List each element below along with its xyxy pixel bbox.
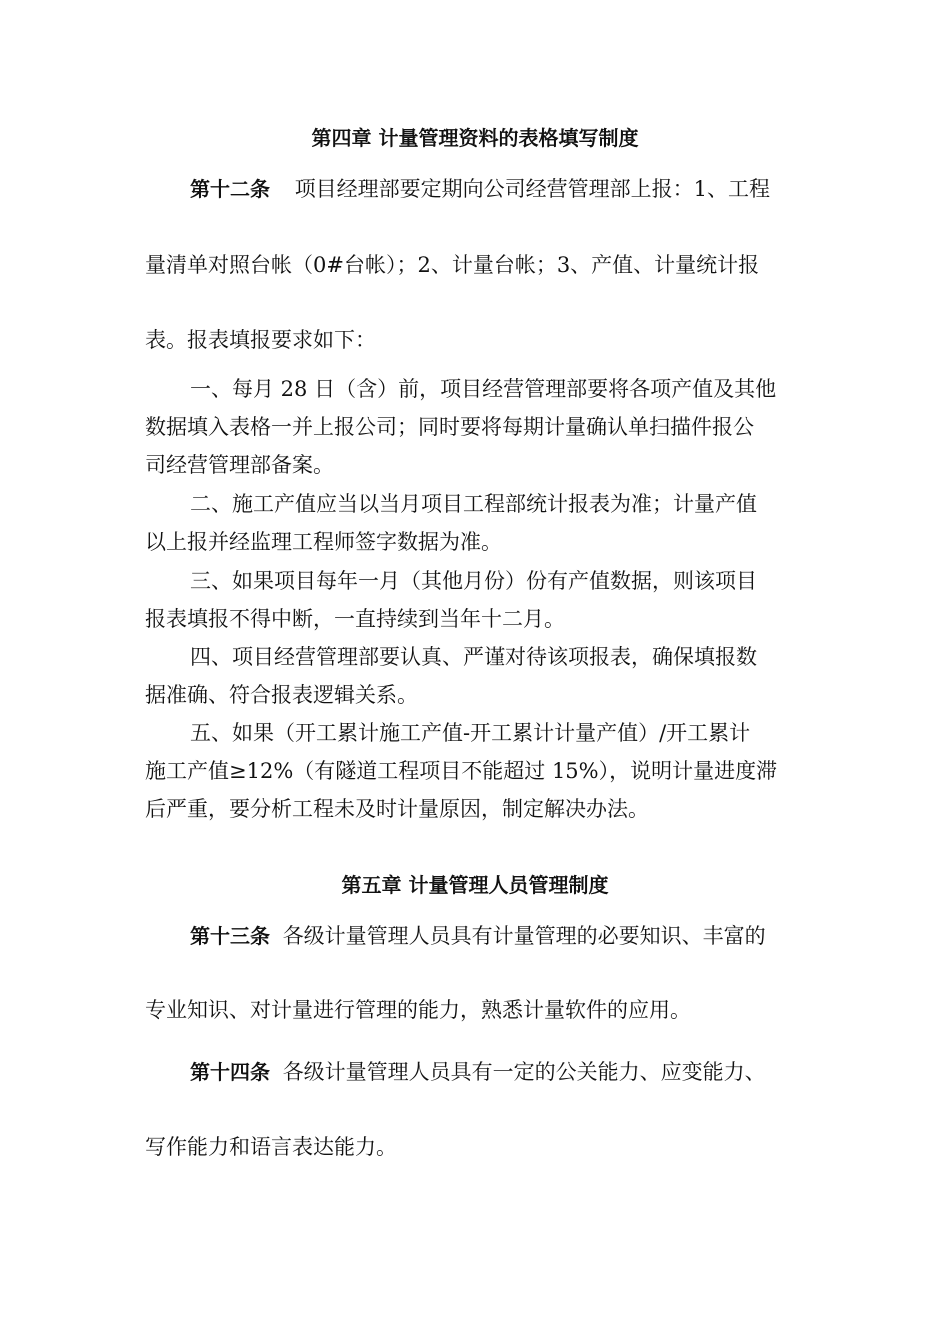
article-12-label: 第十二条: [190, 177, 270, 201]
item-3-line-1: 三、如果项目每年一月（其他月份）份有产值数据，则该项目: [190, 569, 757, 593]
item-5-line-1: 五、如果（开工累计施工产值-开工累计计量产值）/开工累计: [190, 721, 751, 745]
article-12-line-3: 表。报表填报要求如下：: [145, 328, 376, 352]
article-12-text-1: 项目经理部要定期向公司经营管理部上报：1、工程: [294, 177, 771, 201]
article-13-label: 第十三条: [190, 924, 270, 948]
article-13-text-1: 各级计量管理人员具有计量管理的必要知识、丰富的: [282, 924, 766, 948]
item-1-line-3: 司经营管理部备案。: [145, 453, 334, 477]
item-5-line-2: 施工产值≥12%（有隧道工程项目不能超过 15%），说明计量进度滞: [145, 759, 778, 783]
chapter-5-title: 第五章 计量管理人员管理制度: [341, 873, 609, 897]
item-2-line-1: 二、施工产值应当以当月项目工程部统计报表为准；计量产值: [190, 492, 757, 516]
article-14-text-1: 各级计量管理人员具有一定的公关能力、应变能力、: [282, 1060, 766, 1084]
item-4-line-2: 据准确、符合报表逻辑关系。: [145, 683, 418, 707]
item-5-line-3: 后严重，要分析工程未及时计量原因，制定解决办法。: [145, 797, 649, 821]
item-3-line-2: 报表填报不得中断，一直持续到当年十二月。: [145, 607, 565, 631]
chapter-4-title: 第四章 计量管理资料的表格填写制度: [311, 126, 639, 150]
article-14-label: 第十四条: [190, 1060, 270, 1084]
article-13-line-2: 专业知识、对计量进行管理的能力，熟悉计量软件的应用。: [145, 998, 691, 1022]
article-14-line-1: [190, 1058, 766, 1086]
article-13-line-1: [190, 922, 766, 950]
item-4-line-1: 四、项目经营管理部要认真、严谨对待该项报表，确保填报数: [190, 645, 757, 669]
article-12-line-1: [190, 175, 770, 203]
article-12-line-2: 量清单对照台帐（0#台帐）；2、计量台帐；3、产值、计量统计报: [145, 253, 760, 277]
item-1-line-1: 一、每月 28 日（含）前，项目经营管理部要将各项产值及其他: [190, 377, 777, 401]
item-1-line-2: 数据填入表格一并上报公司；同时要将每期计量确认单扫描件报公: [145, 415, 754, 439]
article-14-line-2: 写作能力和语言表达能力。: [145, 1135, 397, 1159]
item-2-line-2: 以上报并经监理工程师签字数据为准。: [145, 530, 502, 554]
